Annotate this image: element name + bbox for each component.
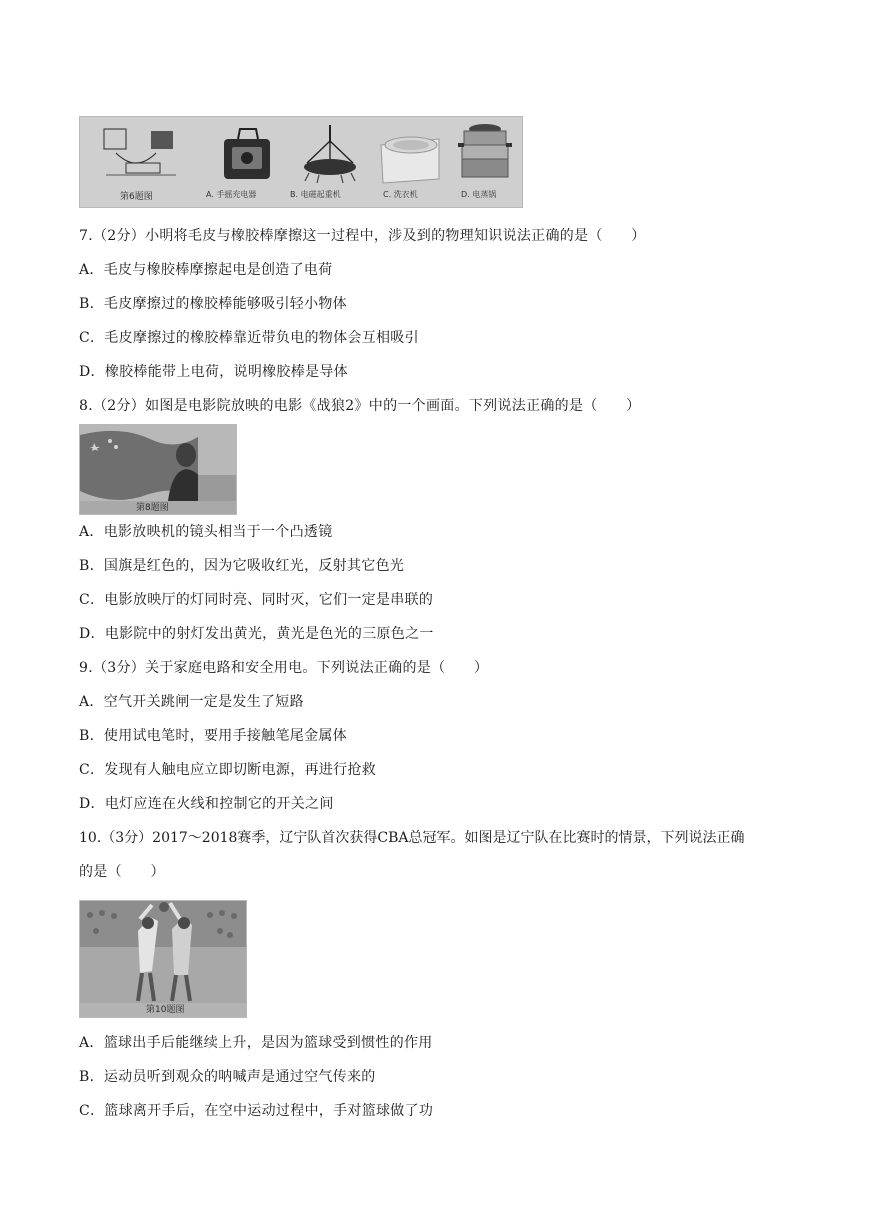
q8-option-d: D．电影院中的射灯发出黄光，黄光是色光的三原色之一 [79,626,434,642]
q9-stem: 9.（3分）关于家庭电路和安全用电。下列说法正确的是（ ） [79,660,489,676]
q10-option-b: B．运动员听到观众的呐喊声是通过空气传来的 [79,1069,376,1085]
hand-charger-sketch [218,127,278,185]
figure-q6 [79,116,523,208]
fig6-option-b: B. 电磁起重机 [290,190,341,199]
q7-option-c: C．毛皮摩擦过的橡胶棒靠近带负电的物体会互相吸引 [79,330,419,346]
washing-machine-sketch [375,125,445,187]
movie-scene-photo [80,425,236,501]
steamer-sketch [454,121,516,187]
q8-option-b: B．国旗是红色的，因为它吸收红光，反射其它色光 [79,558,405,574]
q8-option-a: A．电影放映机的镜头相当于一个凸透镜 [79,524,333,540]
fig6-caption: 第6题图 [120,192,153,202]
figure-q10 [79,900,247,1018]
q10-stem-line1: 10.（3分）2017～2018赛季，辽宁队首次获得CBA总冠军。如图是辽宁队在比赛时的情景，下列说法正确 [79,830,745,846]
q7-option-a: A．毛皮与橡胶棒摩擦起电是创造了电荷 [79,262,333,278]
q9-option-b: B．使用试电笔时，要用手接触笔尾金属体 [79,728,347,744]
fig8-caption: 第8题图 [136,503,169,513]
q10-stem-line2: 的是（ ） [79,864,165,880]
q9-option-a: A．空气开关跳闸一定是发生了短路 [79,694,304,710]
fig6-option-d: D. 电蒸锅 [461,190,497,199]
basketball-game-photo [80,901,246,1003]
q7-option-d: D．橡胶棒能带上电荷，说明橡胶棒是导体 [79,364,348,380]
fig6-option-a: A. 手摇充电器 [206,190,257,199]
figure-q8 [79,424,237,515]
q7-stem: 7.（2分）小明将毛皮与橡胶棒摩擦这一过程中，涉及到的物理知识说法正确的是（ ） [79,228,646,244]
q9-option-d: D．电灯应连在火线和控制它的开关之间 [79,796,334,812]
q8-stem: 8.（2分）如图是电影院放映的电影《战狼2》中的一个画面。下列说法正确的是（ ） [79,398,641,414]
q10-option-a: A．篮球出手后能继续上升，是因为篮球受到惯性的作用 [79,1035,433,1051]
crane-sketch [295,123,365,185]
q8-option-c: C．电影放映厅的灯同时亮、同时灭，它们一定是串联的 [79,592,434,608]
apparatus-sketch [96,123,186,185]
q9-option-c: C．发现有人触电应立即切断电源，再进行抢救 [79,762,377,778]
fig6-option-c: C. 洗衣机 [383,190,418,199]
q10-option-c: C．篮球离开手后，在空中运动过程中，手对篮球做了功 [79,1103,434,1119]
fig10-caption: 第10题图 [146,1005,185,1015]
q7-option-b: B．毛皮摩擦过的橡胶棒能够吸引轻小物体 [79,296,347,312]
